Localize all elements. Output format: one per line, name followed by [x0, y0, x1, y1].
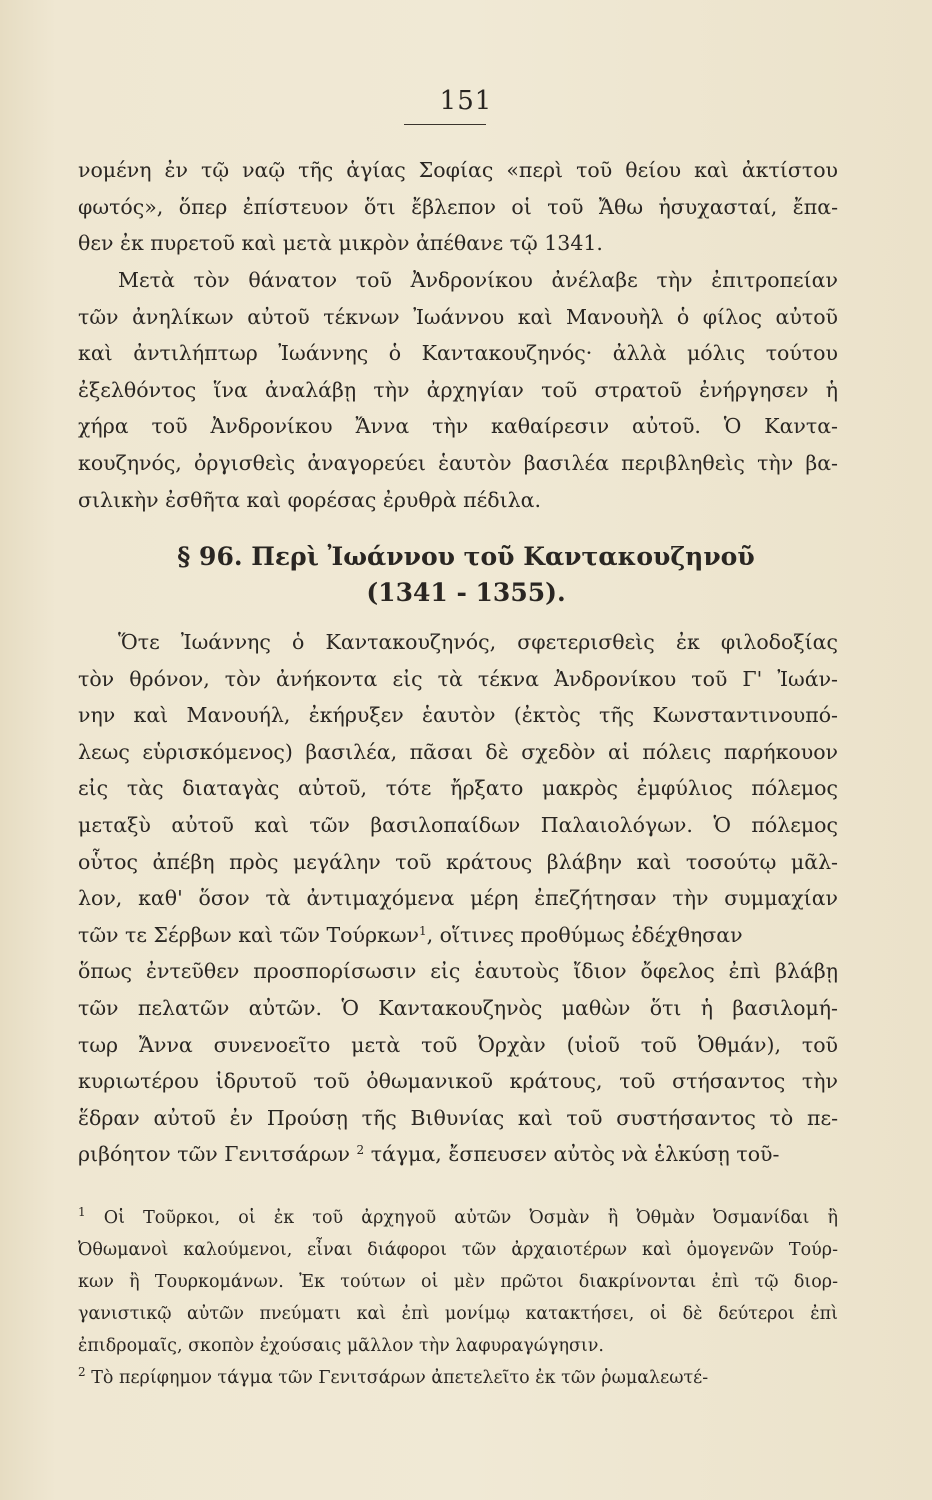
line-part: τῶν τε Σέρβων καὶ τῶν Τούρκων	[78, 922, 419, 947]
text-line: ἐξελθόντος ἵνα ἀναλάβῃ τὴν ἀρχηγίαν τοῦ στρατοῦ ἐνήργησεν ἡ	[78, 377, 838, 402]
main-paragraph	[78, 624, 838, 1173]
text-line	[78, 1136, 838, 1173]
footnote-1-line: ἐπιδρομαῖς, σκοπὸν ἐχούσαις μᾶλλον τὴν λαφυραγώγησιν.	[78, 1336, 604, 1356]
text-line: θεν ἐκ πυρετοῦ καὶ μετὰ μικρὸν ἀπέθανε τῷ 1341.	[78, 231, 603, 256]
text-line: χήρα τοῦ Ἀνδρονίκου Ἄννα τὴν καθαίρεσιν αὐτοῦ. Ὁ Καντα-	[78, 414, 838, 439]
section-years: (1341 - 1355).	[366, 578, 566, 607]
intro-paragraph	[78, 152, 838, 262]
footnote-ref-2: 2	[356, 1143, 365, 1158]
text-line: μεταξὺ αὐτοῦ καὶ τῶν βασιλοπαίδων Παλαιολόγων. Ὁ πόλεμος	[78, 812, 838, 837]
footnote-1-line: κων ἢ Τουρκομάνων. Ἐκ τούτων οἱ μὲν πρῶτοι διακρίνονται ἐπὶ τῷ διορ-	[78, 1272, 838, 1292]
text-line: τῶν πελατῶν αὐτῶν. Ὁ Καντακουζηνὸς μαθὼν ὅτι ἡ βασιλομή-	[78, 995, 838, 1020]
footnote-mark-2: 2	[78, 1365, 86, 1379]
footnote-1-line	[78, 1202, 838, 1234]
footnote-1-line: γανιστικῷ αὐτῶν πνεύματι καὶ ἐπὶ μονίμῳ κατακτήσει, οἱ δὲ δεύτεροι ἐπὶ	[78, 1304, 838, 1324]
footnote-2-line	[78, 1362, 838, 1394]
text-line: οὗτος ἀπέβη πρὸς μεγάλην τοῦ κράτους βλάβην καὶ τοσούτῳ μᾶλ-	[78, 849, 838, 874]
text-line: λεως εὑρισκόμενος) βασιλέα, πᾶσαι δὲ σχεδὸν αἱ πόλεις παρήκουον	[78, 739, 838, 764]
text-line: ἕδραν αὐτοῦ ἐν Προύσῃ τῆς Βιθυνίας καὶ τοῦ συστήσαντος τὸ πε-	[78, 1105, 838, 1130]
text-line: τὸν θρόνον, τὸν ἀνήκοντα εἰς τὰ τέκνα Ἀνδρονίκου τοῦ Γ' Ἰωάν-	[78, 666, 838, 691]
text-line: νην καὶ Μανουήλ, ἐκήρυξεν ἑαυτὸν (ἐκτὸς τῆς Κωνσταντινουπό-	[78, 703, 838, 728]
text-line: εἰς τὰς διαταγὰς αὐτοῦ, τότε ἤρξατο μακρὸς ἐμφύλιος πόλεμος	[78, 776, 838, 801]
line-part: , οἵτινες προθύμως ἐδέχθησαν	[426, 922, 743, 947]
text-line	[78, 917, 838, 954]
page-number-rule	[404, 124, 486, 125]
footnote-ref-1: 1	[419, 923, 427, 938]
line-part: Οἱ Τοῦρκοι, οἱ ἐκ τοῦ ἀρχηγοῦ αὐτῶν Ὀσμὰν ἢ Ὀθμὰν Ὀσμανίδαι ἢ	[103, 1208, 838, 1228]
text-line: καὶ ἀντιλήπτωρ Ἰωάννης ὁ Καντακουζηνός· ἀλλὰ μόλις τούτου	[78, 341, 838, 366]
second-paragraph	[78, 262, 838, 518]
text-line: φωτός», ὅπερ ἐπίστευον ὅτι ἔβλεπον οἱ τοῦ Ἄθω ἡσυχασταί, ἔπα-	[78, 194, 838, 219]
footnote-1-line: Ὀθωμανοὶ καλούμενοι, εἶναι διάφοροι τῶν ἀρχαιοτέρων καὶ ὁμογενῶν Τούρ-	[78, 1240, 838, 1260]
line-part: ριβόητον τῶν Γενιτσάρων	[78, 1142, 351, 1167]
text-line: νομένη ἐν τῷ ναῷ τῆς ἁγίας Σοφίας «περὶ τοῦ θείου καὶ ἀκτίστου	[78, 158, 838, 182]
footnote-mark-1: 1	[78, 1205, 86, 1219]
text-line: κουζηνός, ὀργισθεὶς ἀναγορεύει ἑαυτὸν βασιλέα περιβληθεὶς τὴν βα-	[78, 450, 838, 475]
text-line: Ὅτε Ἰωάννης ὁ Καντακουζηνός, σφετερισθεὶς ἐκ φιλοδοξίας	[118, 630, 838, 654]
text-line: λον, καθ' ὅσον τὰ ἀντιμαχόμενα μέρη ἐπεζήτησαν τὴν συμμαχίαν	[78, 886, 838, 911]
text-line: τῶν ἀνηλίκων αὐτοῦ τέκνων Ἰωάννου καὶ Μανουὴλ ὁ φίλος αὐτοῦ	[78, 304, 838, 329]
text-line: ὅπως ἐντεῦθεν προσπορίσωσιν εἰς ἑαυτοὺς ἴδιον ὄφελος ἐπὶ βλάβῃ	[78, 959, 838, 984]
text-line: κυριωτέρου ἱδρυτοῦ τοῦ ὀθωμανικοῦ κράτους, τοῦ στήσαντος τὴν	[78, 1069, 838, 1094]
line-part: Τὸ περίφημον τάγμα τῶν Γενιτσάρων ἀπετελεῖτο ἐκ τῶν ῥωμαλεωτέ-	[91, 1368, 709, 1388]
text-line: σιλικὴν ἐσθῆτα καὶ φορέσας ἐρυθρὰ πέδιλα.	[78, 487, 541, 512]
page-number: 151	[439, 86, 493, 116]
footnotes	[78, 1202, 838, 1394]
line-part: τάγμα, ἔσπευσεν αὐτὸς νὰ ἑλκύσῃ τοῦ-	[364, 1142, 780, 1167]
section-title: § 96. Περὶ Ἰωάννου τοῦ Καντακουζηνοῦ	[177, 542, 755, 571]
text-line: τωρ Ἄννα συνενοεῖτο μετὰ τοῦ Ὀρχὰν (υἱοῦ τοῦ Ὀθμάν), τοῦ	[78, 1032, 838, 1057]
text-line: Μετὰ τὸν θάνατον τοῦ Ἀνδρονίκου ἀνέλαβε τὴν ἐπιτροπείαν	[118, 268, 838, 292]
